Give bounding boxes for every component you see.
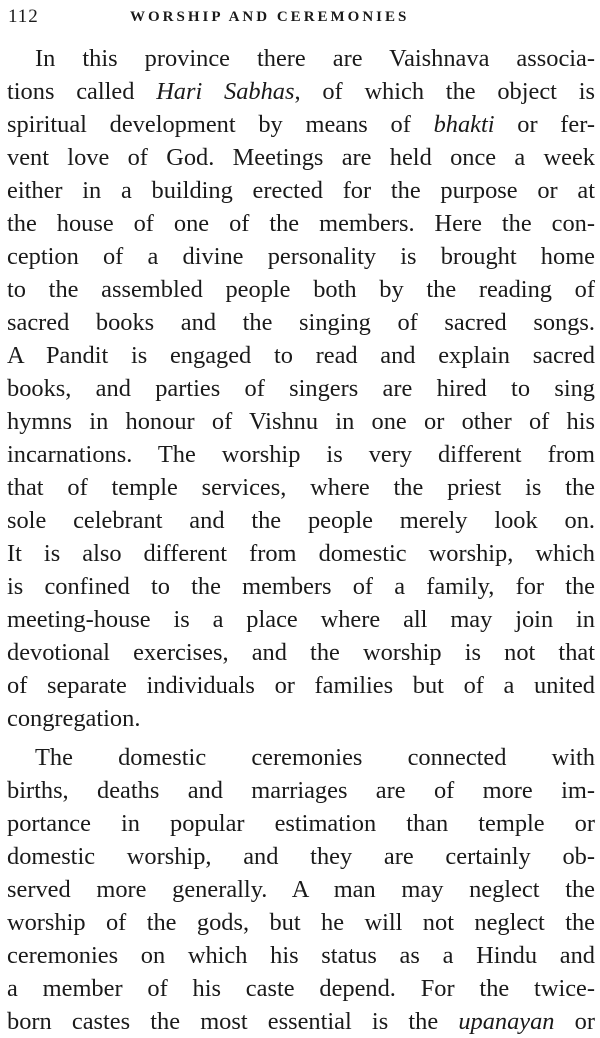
text-run: spiritual development by means of: [7, 111, 434, 138]
text-run: or: [554, 1008, 595, 1035]
text-line: either in a building erected for the purpose or at: [7, 177, 595, 204]
text-line: domestic worship, and they are certainly ob-: [7, 843, 595, 870]
text-run: or fer-: [494, 111, 595, 138]
text-line: sole celebrant and the people merely look on.: [7, 507, 595, 534]
running-title: WORSHIP AND CEREMONIES: [130, 9, 410, 25]
running-head: [8, 6, 592, 30]
text-line: devotional exercises, and the worship is not that: [7, 639, 595, 666]
text-run: tions called: [7, 78, 157, 105]
text-line: A Pandit is engaged to read and explain sacred: [7, 342, 595, 369]
text-run: born castes the most essential is the: [7, 1008, 459, 1035]
text-line: The domestic ceremonies connected with: [35, 744, 595, 771]
text-line: of separate individuals or families but of a united: [7, 672, 595, 699]
italic-term: bhakti: [433, 111, 495, 138]
text-line: a member of his caste depend. For the twice-: [7, 975, 595, 1002]
text-line: [7, 1005, 595, 1038]
text-line: [7, 75, 595, 108]
text-line: congregation.: [7, 705, 141, 732]
text-line: books, and parties of singers are hired to sing: [7, 375, 595, 402]
text-line: to the assembled people both by the reading of: [7, 276, 595, 303]
text-line: incarnations. The worship is very different from: [7, 441, 595, 468]
text-line: It is also different from domestic worship, which: [7, 540, 595, 567]
text-line: ceremonies on which his status as a Hindu and: [7, 942, 595, 969]
text-line: hymns in honour of Vishnu in one or other of his: [7, 408, 595, 435]
italic-term: upanayan: [458, 1008, 555, 1035]
body-text: [7, 42, 595, 1038]
text-line: is confined to the members of a family, for the: [7, 573, 595, 600]
text-line: the house of one of the members. Here the con-: [7, 210, 595, 237]
italic-term: Hari Sabhas: [156, 78, 295, 105]
text-line: worship of the gods, but he will not neglect the: [7, 909, 595, 936]
text-line: [7, 108, 595, 141]
text-line: meeting-house is a place where all may join in: [7, 606, 595, 633]
text-line: sacred books and the singing of sacred songs.: [7, 309, 595, 336]
text-run: , of which the object is: [294, 78, 595, 105]
text-line: vent love of God. Meetings are held once a week: [7, 144, 595, 171]
text-line: served more generally. A man may neglect the: [7, 876, 595, 903]
text-line: ception of a divine personality is brought home: [7, 243, 595, 270]
text-line: portance in popular estimation than temple or: [7, 810, 595, 837]
text-line: that of temple services, where the priest is the: [7, 474, 595, 501]
text-line: births, deaths and marriages are of more im-: [7, 777, 595, 804]
page-number: 112: [8, 6, 39, 27]
text-line: In this province there are Vaishnava associa-: [35, 45, 595, 72]
